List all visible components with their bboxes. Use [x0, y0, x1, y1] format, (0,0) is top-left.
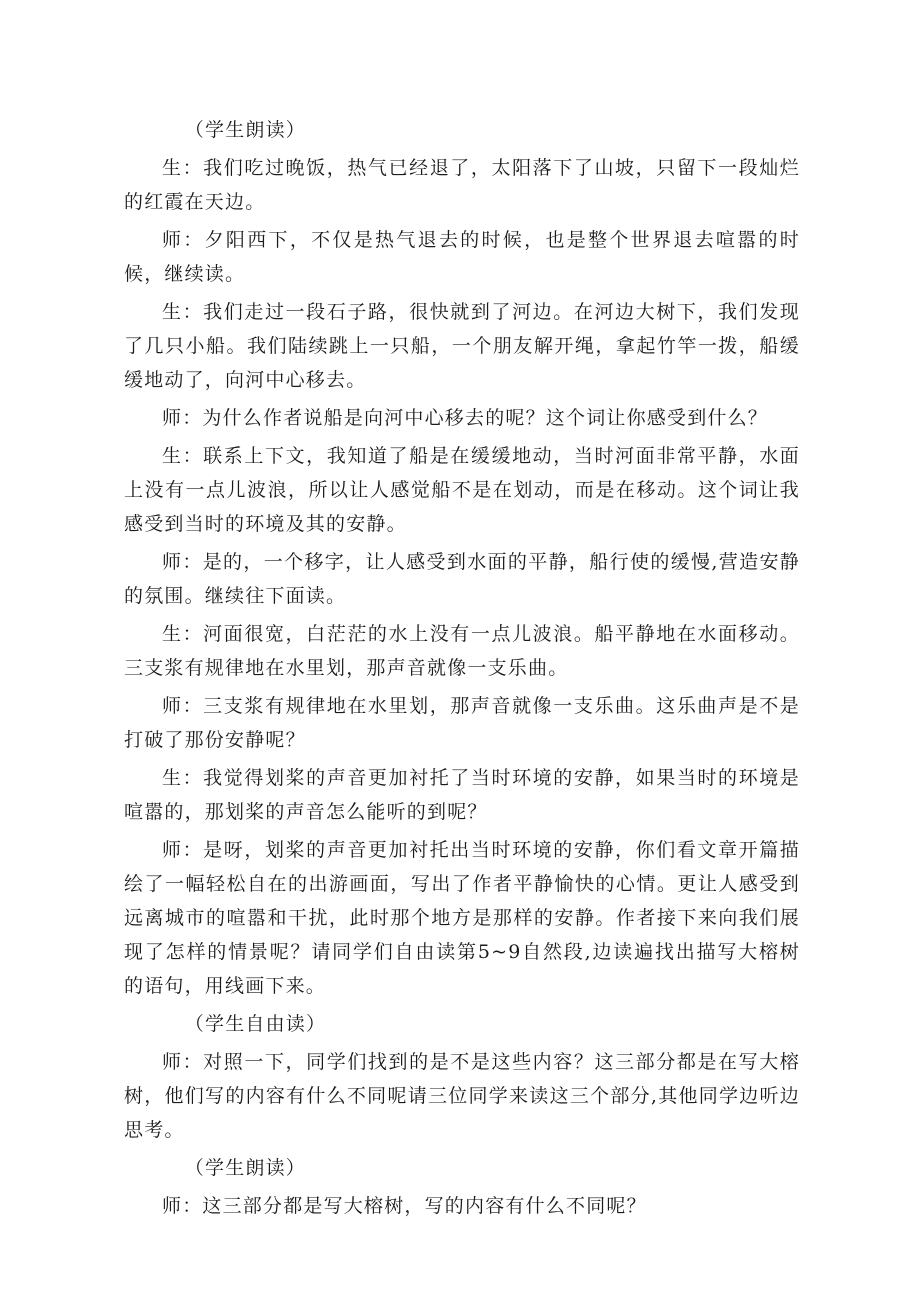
- dialogue-paragraph: 师：对照一下，同学们找到的是不是这些内容？这三部分都是在写大榕树，他们写的内容有什么不同呢请三位同学来读这三个部分,其他同学边听边思考。: [124, 1051, 800, 1141]
- stage-direction: （学生自由读）: [184, 1013, 327, 1035]
- dialogue-paragraph: 师：三支浆有规律地在水里划，那声音就像一支乐曲。这乐曲声是不是打破了那份安静呢？: [124, 695, 800, 751]
- dialogue-paragraph: 生：我觉得划桨的声音更加衬托了当时环境的安静，如果当时的环境是喧嚣的，那划桨的声音怎么能听的到呢？: [124, 767, 800, 823]
- stage-direction: （学生朗读）: [184, 119, 306, 141]
- dialogue-paragraph: 生：河面很宽，白茫茫的水上没有一点儿波浪。船平静地在水面移动。三支浆有规律地在水里划，那声音就像一支乐曲。: [124, 623, 800, 679]
- dialogue-paragraph: 生：联系上下文，我知道了船是在缓缓地动，当时河面非常平静，水面上没有一点儿波浪，所以让人感觉船不是在划动，而是在移动。这个词让我感受到当时的环境及其的安静。: [124, 445, 800, 535]
- dialogue-paragraph: 生：我们吃过晚饭，热气已经退了，太阳落下了山坡，只留下一段灿烂的红霞在天边。: [124, 157, 800, 213]
- stage-direction: （学生朗读）: [184, 1157, 306, 1179]
- dialogue-paragraph: 生：我们走过一段石子路，很快就到了河边。在河边大树下，我们发现了几只小船。我们陆续跳上一只船，一个朋友解开绳，拿起竹竿一拨，船缓缓地动了，向河中心移去。: [124, 301, 800, 391]
- dialogue-paragraph: 师：这三部分都是写大榕树，写的内容有什么不同呢？: [162, 1195, 647, 1217]
- dialogue-paragraph: 师：为什么作者说船是向河中心移去的呢？这个词让你感受到什么？: [162, 407, 769, 429]
- dialogue-paragraph: 师：是的，一个移字，让人感受到水面的平静，船行使的缓慢,营造安静的氛围。继续往下面读。: [124, 551, 800, 607]
- dialogue-paragraph: 师：是呀，划桨的声音更加衬托出当时环境的安静，你们看文章开篇描绘了一幅轻松自在的出游画面，写出了作者平静愉快的心情。更让人感受到远离城市的喧嚣和干扰，此时那个地方是那样的安静。作者接下来向我们展现了怎样的情景呢？请同学们自由读第5~9自然段,边读遍找出描写大榕树的语句，用线画下来。: [124, 839, 800, 997]
- dialogue-paragraph: 师：夕阳西下，不仅是热气退去的时候，也是整个世界退去喧嚣的时候，继续读。: [124, 229, 800, 285]
- document-body: [124, 113, 800, 1227]
